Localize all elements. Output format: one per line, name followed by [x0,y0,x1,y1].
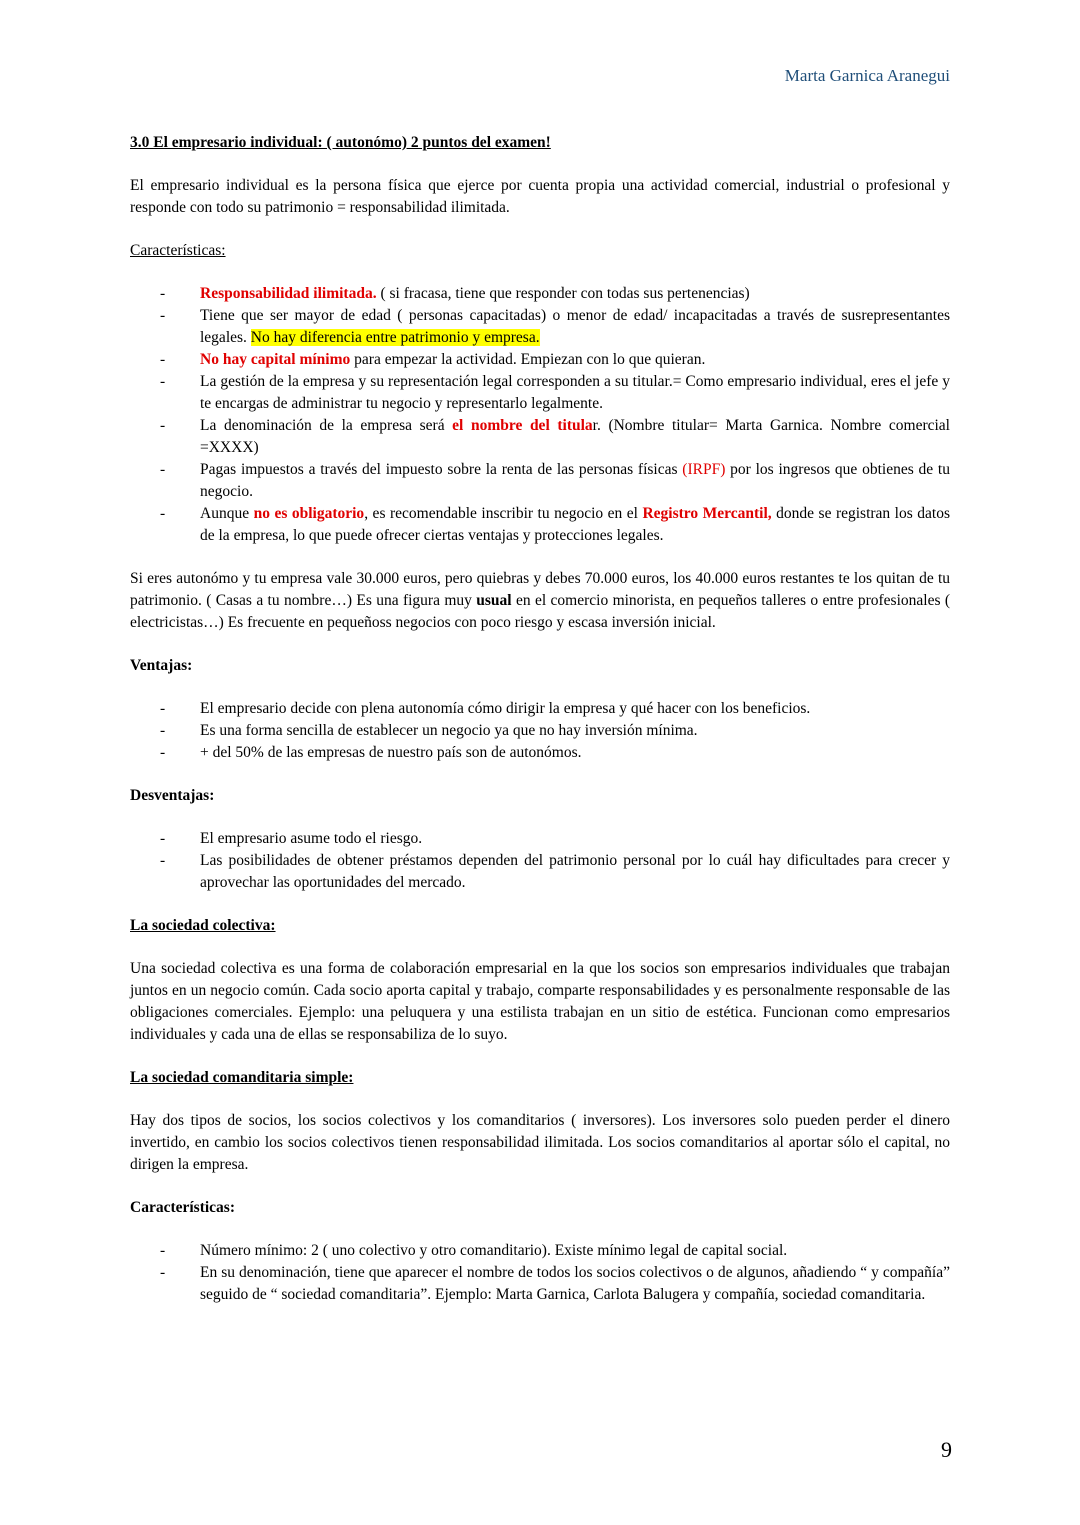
text-segment: por los ingresos que obtienes de tu negocio. [200,461,950,500]
list-item [200,371,950,415]
text-segment: Es una forma sencilla de establecer un negocio ya que no hay inversión mínima. [200,722,698,739]
list-item [200,305,950,349]
text-segment: (IRPF) [682,461,726,478]
text-segment: No hay capital mínimo [200,351,351,368]
document-body [130,132,950,1306]
text-segment: La denominación de la empresa será [200,417,453,434]
author-name: Marta Garnica Aranegui [784,66,950,85]
page-number: 9 [941,1437,952,1462]
text-segment: La sociedad colectiva: [130,917,276,934]
section-heading [130,240,950,262]
list-item [200,698,950,720]
text-segment: No hay diferencia entre patrimonio y empresa. [250,329,540,346]
text-segment: En su denominación, tiene que aparecer el nombre de todos los socios colectivos o de algunos, añadiendo “ y compañía” seguido de “ sociedad comanditaria”. Ejemplo: Marta Garnica, Carlota Balugera y compañía, sociedad comanditaria. [200,1264,950,1303]
text-segment: para empezar la actividad. Empiezan con lo que quieran. [350,351,706,368]
section-heading [130,915,950,937]
text-segment: r. (Nombre titular= Marta Garnica. Nombre comercial =XXXX) [200,417,950,456]
list-item [200,1240,950,1262]
bullet-list [130,283,950,547]
text-segment: ( si fracasa, tiene que responder con todas sus pertenencias) [376,285,750,302]
text-segment: Pagas impuestos a través del impuesto sobre la renta de las personas físicas [200,461,683,478]
paragraph [130,568,950,634]
text-segment: no es obligatorio [253,505,365,522]
text-segment: Tiene que ser mayor de edad ( personas capacitadas) o menor de edad/ incapacitadas a través de susrepresentantes legales. [200,307,950,346]
list-item [200,850,950,894]
text-segment: El empresario individual es la persona física que ejerce por cuenta propia una actividad comercial, industrial o profesional y responde con todo su patrimonio = responsabilidad ilimitada. [130,177,950,216]
text-segment: Características: [130,242,226,259]
text-segment: , es recomendable inscribir tu negocio en el [364,505,643,522]
list-item [200,349,950,371]
bullet-list [130,1240,950,1306]
text-segment: La gestión de la empresa y su representación legal corresponden a su titular.= Como empresario individual, eres el jefe y te encargas de administrar tu negocio y representarlo legalmente. [200,373,950,412]
paragraph [130,175,950,219]
section-heading [130,655,950,677]
section-heading [130,785,950,807]
text-segment: Aunque [200,505,254,522]
text-segment: Ventajas: [130,657,193,674]
text-segment: El empresario decide con plena autonomía cómo dirigir la empresa y qué hacer con los beneficios. [200,700,811,717]
text-segment: Responsabilidad ilimitada. [200,285,377,302]
text-segment: El empresario asume todo el riesgo. [200,830,423,847]
text-segment: Una sociedad colectiva es una forma de colaboración empresarial en la que los socios son empresarios individuales que trabajan juntos en un negocio común. Cada socio aporta capital y trabajo, comparte responsabilidades y es personalmente responsable de las obligaciones comerciales. Ejemplo: una peluquera y una estilista trabajan en un sitio de estética. Funcionan como empresarios individuales y cada una de ellas se responsabiliza de lo suyo. [130,960,950,1043]
text-segment: Si eres autonómo y tu empresa vale 30.000 euros, pero quiebras y debes 70.000 euros, los 40.000 euros restantes te los quitan de tu patrimonio. ( Casas a tu nombre…) Es una figura muy [130,570,950,609]
text-segment: 3.0 El empresario individual: ( autonómo) 2 puntos del examen! [130,134,551,151]
text-segment: Características: [130,1199,236,1216]
list-item [200,720,950,742]
section-heading [130,1067,950,1089]
paragraph [130,958,950,1046]
text-segment: en el comercio minorista, en pequeños talleres o entre profesionales ( electricistas…) Es frecuente en pequeñoss negocios con poco riesgo y escasa inversión inicial. [130,592,951,631]
text-segment: el nombre del titula [452,417,593,434]
text-segment: usual [476,592,512,609]
text-segment: Número mínimo: 2 ( uno colectivo y otro comanditario). Existe mínimo legal de capital social. [200,1242,788,1259]
text-segment: donde se registran los datos de la empresa, lo que puede ofrecer ciertas ventajas y protecciones legales. [200,505,950,544]
list-item [200,415,950,459]
text-segment: La sociedad comanditaria simple: [130,1069,354,1086]
text-segment: Las posibilidades de obtener préstamos dependen del patrimonio personal por lo cuál hay dificultades para crecer y aprovechar las oportunidades del mercado. [200,852,950,891]
list-item [200,742,950,764]
section-heading [130,132,950,154]
list-item [200,283,950,305]
list-item [200,828,950,850]
list-item [200,459,950,503]
bullet-list [130,698,950,764]
text-segment: + del 50% de las empresas de nuestro país son de autonómos. [200,744,582,761]
bullet-list [130,828,950,894]
text-segment: Hay dos tipos de socios, los socios colectivos y los comanditarios ( inversores). Los inversores solo pueden perder el dinero invertido, en cambio los socios colectivos tienen responsabilidad ilimitada. Los socios comanditarios al aportar sólo el capital, no dirigen la empresa. [130,1112,950,1173]
text-segment: Desventajas: [130,787,215,804]
list-item [200,503,950,547]
paragraph [130,1110,950,1176]
text-segment: Registro Mercantil, [642,505,772,522]
section-heading [130,1197,950,1219]
list-item [200,1262,950,1306]
